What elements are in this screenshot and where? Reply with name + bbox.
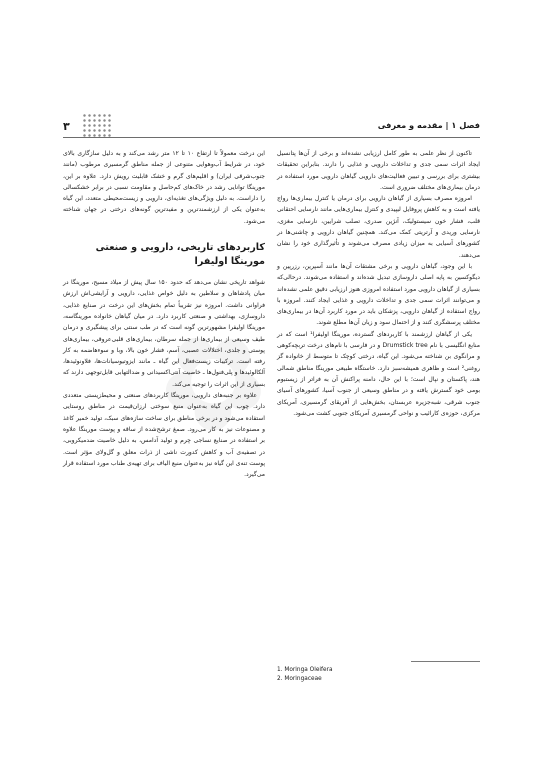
section-heading: کاربردهای تاریخی، دارویی و صنعتی مورینگا اولیفرا (95, 242, 265, 268)
paragraph: تاکنون از نظر علمی به طور کامل ارزیابی نشده‌اند و برخی از آن‌ها پتانسیل ایجاد اثرات سمی جدی و تداخلات دارویی و غذایی را دارند. بنابراین تحقیقات بیشتری برای بررسی و تبیین فعالیت‌های دارویی گیاهان دارویی مورد استفاده در درمان بیماری‌های مختلف ضروری است. (277, 150, 480, 191)
paragraph: یکی از گیاهان ارزشمند با کاربردهای گسترده، مورینگا اولیفرا¹ است که در منابع انگلیسی با نام Drumstick tree و در فارسی با نام‌های درخت تربچه‌کوهی و مرانگوی بن شناخته می‌شود. این گیاه، درختی کوچک تا متوسط از خانواده گز روغنی² است و ظاهری همیشه‌سبز دارد. خاستگاه طبیعی مورینگا مناطق شمالی هند، پاکستان و نپال است؛ با این حال، دامنه پراکنش آن به فراتر از زیستبوم بومی خود گسترش یافته و در مناطق وسیعی از جنوب آسیا، کشورهای آسیای جنوب شرقی، شبه‌جزیره عربستان، بخش‌هایی از آفریقای گرمسیری، آمریکای مرکزی، حوزه‌ی کارائیب و نواحی گرمسیری آمریکای جنوبی کشت می‌شود. (277, 330, 480, 417)
paragraph: این درخت معمولاً تا ارتفاع ۱۰ تا ۱۲ متر رشد می‌کند و به دلیل سازگاری بالای خود، در شرایط آب‌وهوایی متنوعی از جمله مناطق گرمسیری مرطوب (مانند جنوب‌شرقی ایران) و اقلیم‌های گرم و خشک قابلیت رویش دارد. علاوه بر این، مورینگا توانایی رشد در خاک‌های کم‌حاصل و مقاومت نسبی در برابر خشکسالی را داراست. به دلیل ویژگی‌های تغذیه‌ای، دارویی و زیست‌محیطی متعدد، این گیاه به‌عنوان یکی از ارزشمندترین و مفیدترین گونه‌های درختی در جهان شناخته می‌شود. (63, 150, 265, 225)
right-column (277, 148, 480, 419)
footnote: 1. Moringa Oleifera (277, 667, 333, 673)
footnote: 2. Moringaceae (277, 676, 322, 682)
paragraph: شواهد تاریخی نشان می‌دهد که حدود ۱۵۰ سال پیش از میلاد مسیح، مورینگا در میان پادشاهان و سلاطین به دلیل خواص غذایی، دارویی و آرایشی‌اش ارزش فراوانی داشت. امروزه نیز تقریباً تمام بخش‌های این درخت در صنایع غذایی، داروسازی، بهداشتی و صنعتی کاربرد دارد. در میان گیاهان خانواده مورینگاسه، مورینگا اولیفرا مشهورترین گونه است که در طب سنتی برای پیشگیری و درمان طیف وسیعی از بیماری‌ها از جمله سرطان، بیماری‌های قلبی‌عروقی، بیماری‌های پوستی و جلدی، اختلالات عصبی، آسم، فشار خون بالا، وبا و سوءهاضمه به کار رفته است. ترکیبات زیست‌فعال این گیاه ـ مانند ایزوتیوسیانات‌ها، فلاونوئیدها، آلکالوئیدها و پلی‌فنول‌ها ـ خاصیت آنتی‌اکسیدانی و ضدالتهابی قابل‌توجهی دارند که بسیاری از این اثرات را توجیه می‌کند. (63, 279, 265, 388)
chapter-title: فصل ۱ | مقدمه و معرفی (377, 120, 480, 130)
running-header (63, 120, 480, 136)
page-number: ۳ (63, 120, 70, 133)
header-rule (63, 137, 480, 138)
paragraph: با این وجود، گیاهان دارویی و برخی مشتقات آن‌ها مانند آسپرین، رزرپین و دیگوکسین به پایه اصلی داروسازی تبدیل شده‌اند و استفاده می‌شوند. درحالی‌که بسیاری از گیاهان دارویی مورد استفاده امروزی هنوز ارزیابی دقیق علمی نشده‌اند و می‌توانند اثرات سمی جدی و تداخلات دارویی و غذایی ایجاد کنند. امروزه با رواج استفاده از گیاهان دارویی، پزشکان باید در مورد کاربرد آن‌ها در بیماری‌های مختلف پرسشگری کنند و از احتمال سود و زیان آن‌ها مطلع شوند. (277, 262, 480, 327)
paragraph: امروزه مصرف بسیاری از گیاهان دارویی برای درمان یا کنترل بیماری‌ها رواج یافته است و به کاهش پروفایل لیپیدی و کنترل بیماری‌هایی مانند نارسایی احتقانی قلب، فشار خون سیستولیک، آنژین صدری، تصلب شرایین، نارسایی مغزی، نارسایی وریدی و آرتریتی کمک می‌کند. همچنین گیاهان دارویی و چاشنی‌ها در کشورهای آسیایی به میزان زیادی مصرف می‌شوند و تأثیرگذاری خود را نشان می‌دهند. (277, 195, 480, 259)
left-column (63, 148, 265, 480)
paragraph: علاوه بر جنبه‌های دارویی، مورینگا کاربردهای صنعتی و محیط‌زیستی متعددی دارد. چوب این گیاه به‌عنوان منبع سوختی ارزان‌قیمت در مناطق روستایی استفاده می‌شود و در برخی مناطق برای ساخت سازه‌های سبک، تولید خمیر کاغذ و مصنوعات نیز به کار می‌رود. صمغ ترشح‌شده از ساقه و پوست مورینگا علاوه بر استفاده در صنایع نساجی چرم و تولید آدامس، به دلیل خاصیت ضدمیکروبی، در تصفیه‌ی آب و کاهش کدورت ناشی از ذرات معلق و گل‌ولای مؤثر است. پوست تنه‌ی این گیاه نیز به‌عنوان منبع الیاف برای تهیه‌ی طناب مورد استفاده قرار می‌گیرد. (63, 392, 265, 479)
footnote-rule (411, 661, 480, 662)
footnotes (277, 666, 480, 684)
